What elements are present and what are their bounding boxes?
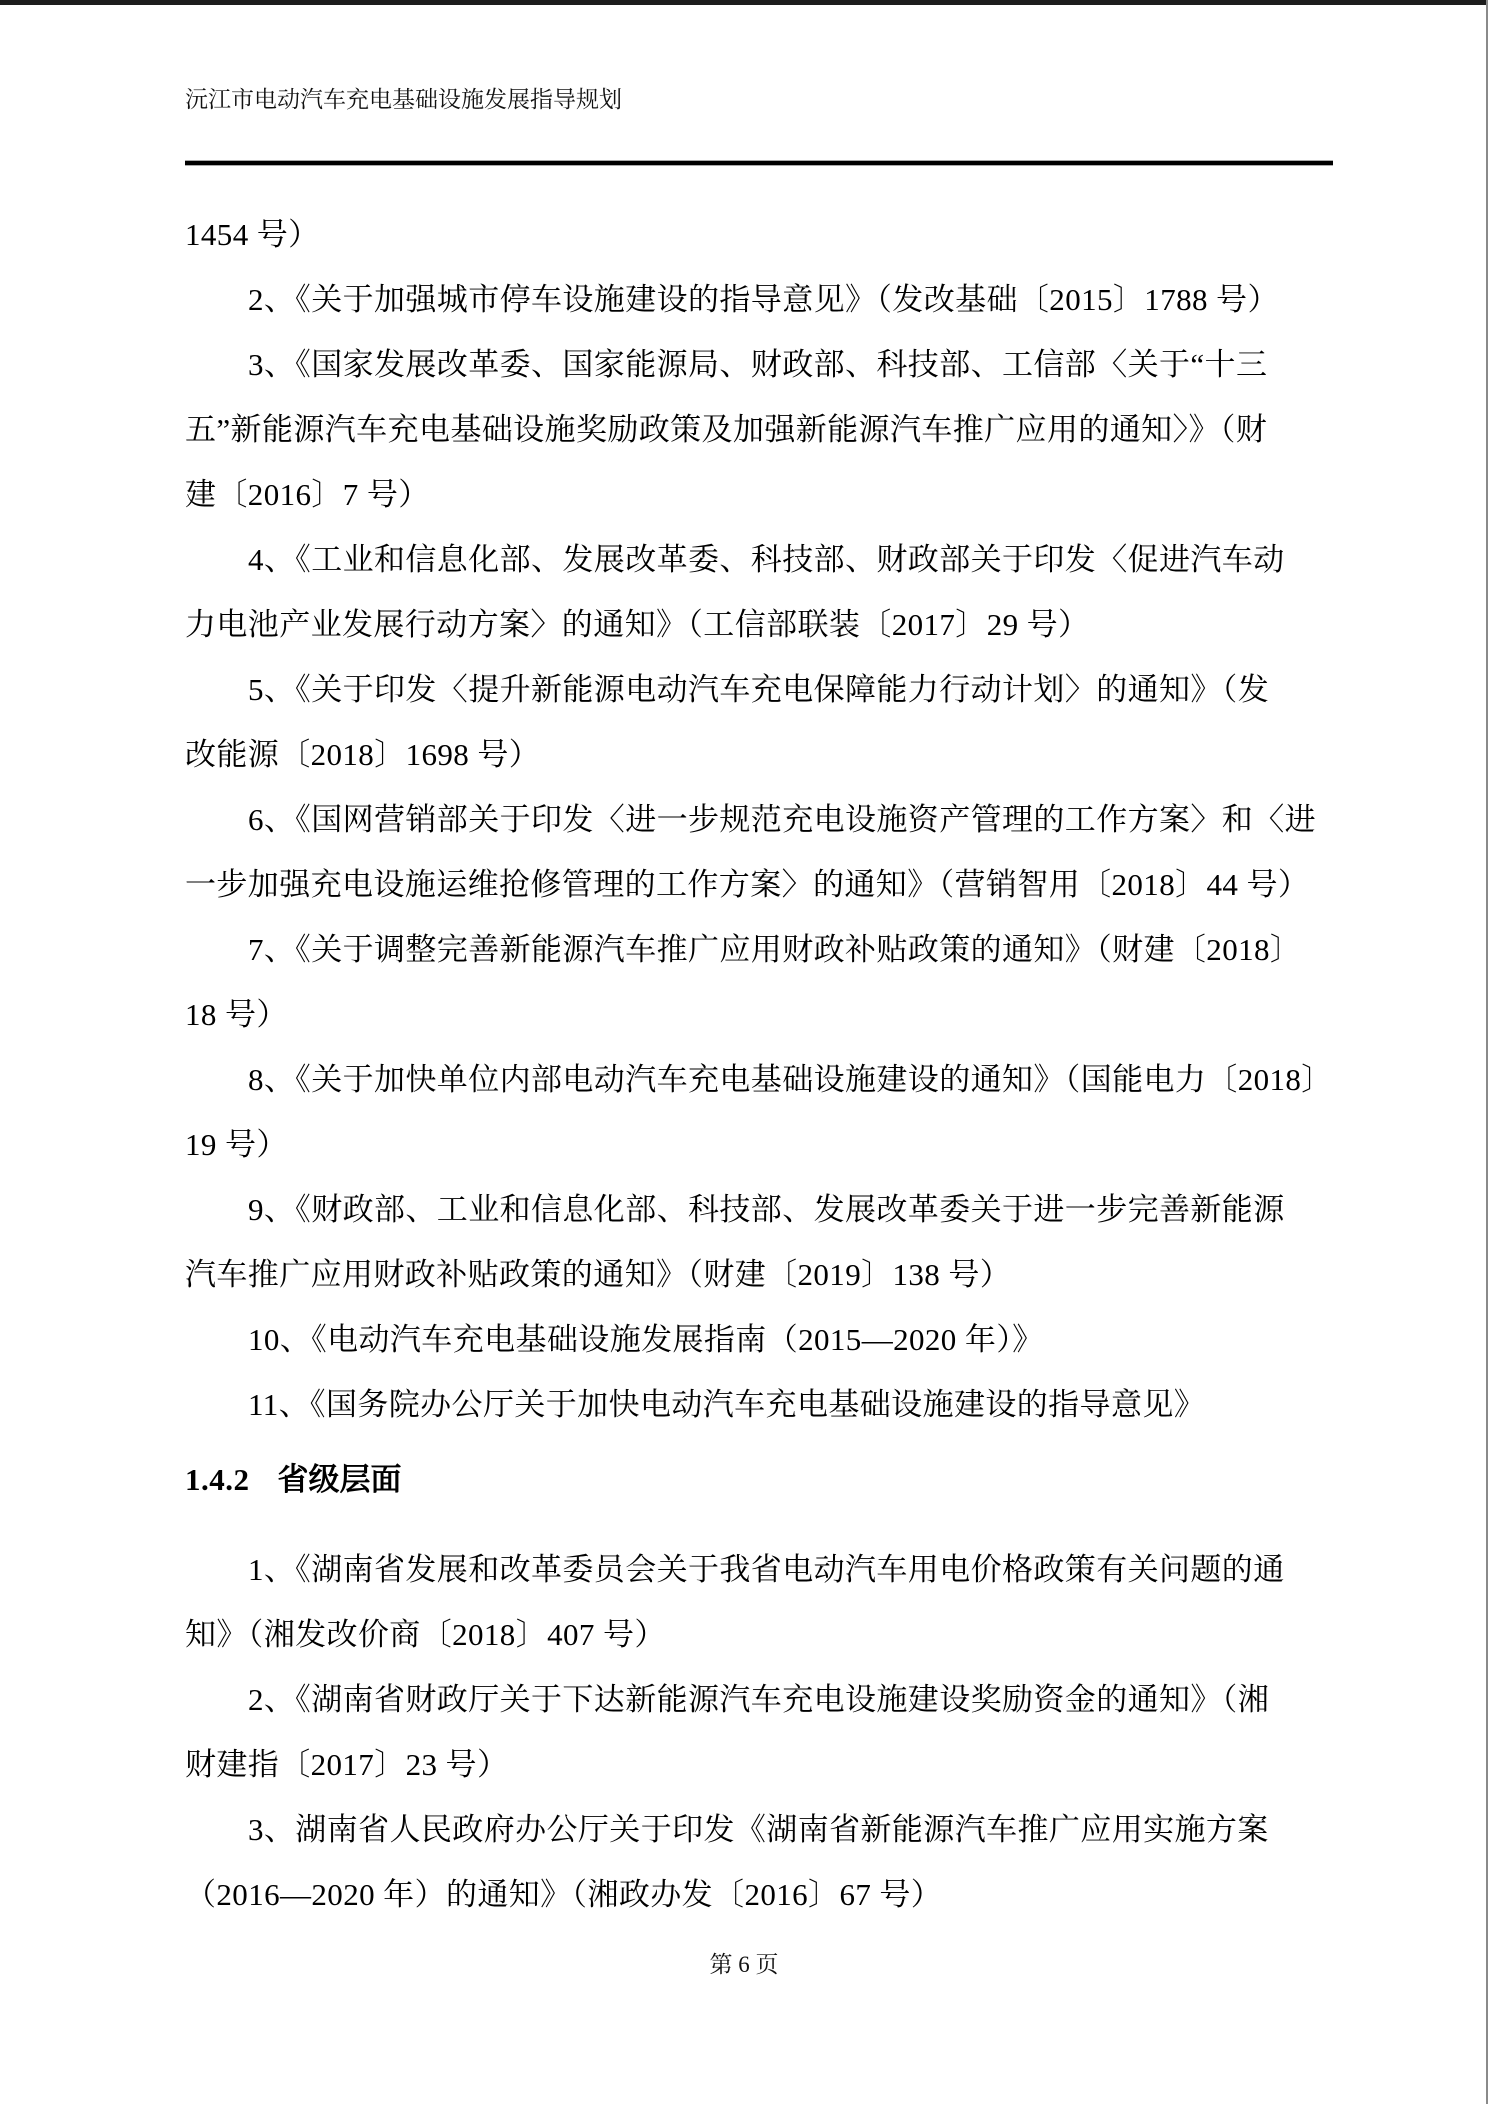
document-line: 10、《电动汽车充电基础设施发展指南（2015—2020 年）》 — [248, 1322, 1044, 1357]
document-line: 1、《湖南省发展和改革委员会关于我省电动汽车用电价格政策有关问题的通 — [248, 1552, 1285, 1587]
document-line: 改能源〔2018〕1698 号） — [185, 737, 541, 772]
header-rule — [185, 160, 1333, 166]
page-footer — [0, 1940, 1488, 1990]
document-line: 5、《关于印发〈提升新能源电动汽车充电保障能力行动计划〉的通知》（发 — [248, 672, 1270, 707]
header-title: 沅江市电动汽车充电基础设施发展指导规划 — [185, 87, 622, 112]
document-line: 汽车推广应用财政补贴政策的通知》（财建〔2019〕138 号） — [185, 1257, 1012, 1292]
document-line: 力电池产业发展行动方案〉的通知》（工信部联装〔2017〕29 号） — [185, 607, 1090, 642]
document-line: 财建指〔2017〕23 号） — [185, 1747, 509, 1782]
document-line: 7、《关于调整完善新能源汽车推广应用财政补贴政策的通知》（财建〔2018〕 — [248, 932, 1302, 967]
window-top-edge — [0, 0, 1488, 5]
document-line: 19 号） — [185, 1127, 288, 1162]
section-heading-1-4-2 — [185, 1447, 1347, 1512]
document-line: 11、《国务院办公厅关于加快电动汽车充电基础设施建设的指导意见》 — [248, 1387, 1206, 1422]
document-line: 2、《关于加强城市停车设施建设的指导意见》（发改基础〔2015〕1788 号） — [248, 282, 1279, 317]
document-line: 五”新能源汽车充电基础设施奖励政策及加强新能源汽车推广应用的通知〉》（财 — [185, 412, 1268, 447]
document-line: 建〔2016〕7 号） — [185, 477, 430, 512]
document-line: 4、《工业和信息化部、发展改革委、科技部、财政部关于印发〈促进汽车动 — [248, 542, 1285, 577]
document-line: （2016—2020 年）的通知》（湘政办发〔2016〕67 号） — [185, 1877, 943, 1912]
document-line: 知》（湘发改价商〔2018〕407 号） — [185, 1617, 666, 1652]
page-number: 第 6 页 — [709, 1952, 779, 1977]
document-line: 3、湖南省人民政府办公厅关于印发《湖南省新能源汽车推广应用实施方案 — [248, 1812, 1269, 1847]
document-line: 1454 号） — [185, 217, 320, 252]
document-line: 9、《财政部、工业和信息化部、科技部、发展改革委关于进一步完善新能源 — [248, 1192, 1285, 1227]
document-line: 一步加强充电设施运维抢修管理的工作方案〉的通知》（营销智用〔2018〕44 号） — [185, 867, 1310, 902]
document-line: 8、《关于加快单位内部电动汽车充电基础设施建设的通知》（国能电力〔2018〕 — [248, 1062, 1333, 1097]
section-heading-number: 1.4.2 — [185, 1462, 250, 1497]
section-heading-title: 省级层面 — [277, 1462, 402, 1497]
document-line: 18 号） — [185, 997, 288, 1032]
document-line: 2、《湖南省财政厅关于下达新能源汽车充电设施建设奖励资金的通知》（湘 — [248, 1682, 1270, 1717]
document-line: 6、《国网营销部关于印发〈进一步规范充电设施资产管理的工作方案〉和〈进 — [248, 802, 1316, 837]
document-line: 3、《国家发展改革委、国家能源局、财政部、科技部、工信部〈关于“十三 — [248, 347, 1268, 382]
document-body — [185, 202, 1347, 1927]
